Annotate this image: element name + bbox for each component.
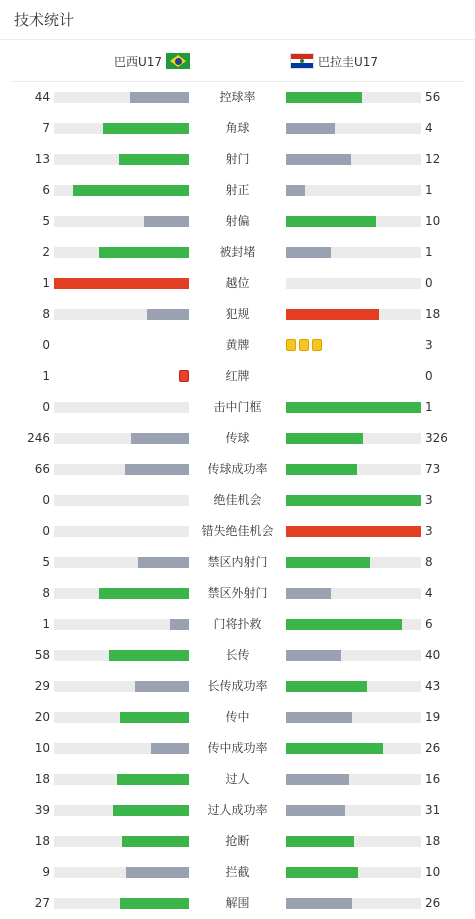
away-value: 6 <box>425 617 433 631</box>
away-bar <box>286 898 421 909</box>
home-team <box>114 40 190 82</box>
away-bar <box>286 588 421 599</box>
home-bar <box>54 495 189 506</box>
stat-label: 犯规 <box>225 307 250 321</box>
home-value: 2 <box>42 245 50 259</box>
away-value: 1 <box>425 183 433 197</box>
away-bar <box>286 650 421 661</box>
away-bar-fill <box>286 650 341 661</box>
home-value: 8 <box>42 586 50 600</box>
stat-label: 红牌 <box>225 369 250 383</box>
away-bar-fill <box>286 92 362 103</box>
home-bar-fill <box>120 898 189 909</box>
away-value: 43 <box>425 679 441 693</box>
stat-row <box>0 361 475 392</box>
home-bar <box>54 402 189 413</box>
home-value: 5 <box>42 555 50 569</box>
home-value: 0 <box>42 338 50 352</box>
home-bar-fill <box>131 433 189 444</box>
away-bar <box>286 154 421 165</box>
home-bar <box>54 526 189 537</box>
home-bar <box>54 247 189 258</box>
stat-row <box>0 764 475 795</box>
home-bar <box>54 619 189 630</box>
stat-label: 禁区内射门 <box>207 555 268 569</box>
away-value: 26 <box>425 741 441 755</box>
away-bar-fill <box>286 588 331 599</box>
stat-label: 长传成功率 <box>207 679 268 693</box>
stat-label: 解围 <box>225 896 250 910</box>
home-value: 8 <box>42 307 50 321</box>
red-card-icon <box>179 370 189 382</box>
stat-label: 射正 <box>225 183 250 197</box>
stat-row <box>0 237 475 268</box>
home-value: 1 <box>42 369 50 383</box>
home-value: 29 <box>34 679 50 693</box>
home-bar-fill <box>125 464 189 475</box>
away-bar-fill <box>286 836 354 847</box>
away-value: 4 <box>425 121 433 135</box>
home-value: 1 <box>42 276 50 290</box>
home-bar-fill <box>135 681 189 692</box>
home-value: 27 <box>34 896 50 910</box>
yellow-card-icon <box>286 339 296 351</box>
home-value: 0 <box>42 400 50 414</box>
home-bar <box>54 681 189 692</box>
home-bar <box>54 867 189 878</box>
stat-row <box>0 82 475 113</box>
home-value: 0 <box>42 493 50 507</box>
home-bar <box>54 836 189 847</box>
stat-label: 控球率 <box>219 90 256 104</box>
home-bar <box>54 464 189 475</box>
stat-row <box>0 516 475 547</box>
home-value: 7 <box>42 121 50 135</box>
page-title: 技术统计 <box>0 0 475 40</box>
home-bar-fill <box>73 185 189 196</box>
home-value: 58 <box>34 648 50 662</box>
stat-row <box>0 609 475 640</box>
away-bar-fill <box>286 464 357 475</box>
away-bar <box>286 495 421 506</box>
away-bar-fill <box>286 185 305 196</box>
away-value: 26 <box>425 896 441 910</box>
away-bar <box>286 712 421 723</box>
stat-label: 角球 <box>225 121 250 135</box>
stat-label: 击中门框 <box>213 400 262 414</box>
away-bar-fill <box>286 743 383 754</box>
home-bar <box>54 588 189 599</box>
stat-label: 传球 <box>225 431 250 445</box>
home-value: 9 <box>42 865 50 879</box>
stat-label: 黄牌 <box>225 338 250 352</box>
away-value: 56 <box>425 90 441 104</box>
home-bar-fill <box>117 774 189 785</box>
away-bar-fill <box>286 123 335 134</box>
home-team-name: 巴西U17 <box>113 54 162 69</box>
away-value: 3 <box>425 524 433 538</box>
stat-label: 错失绝佳机会 <box>201 524 274 538</box>
stat-row <box>0 299 475 330</box>
away-value: 16 <box>425 772 441 786</box>
stat-row <box>0 330 475 361</box>
stat-row <box>0 113 475 144</box>
away-bar-fill <box>286 681 367 692</box>
away-bar-fill <box>286 526 421 537</box>
away-bar <box>286 433 421 444</box>
stat-label: 传中 <box>225 710 250 724</box>
home-value: 18 <box>34 834 50 848</box>
home-bar <box>54 557 189 568</box>
home-bar <box>54 154 189 165</box>
home-value: 66 <box>34 462 50 476</box>
stat-label: 绝佳机会 <box>213 493 262 507</box>
away-bar <box>286 619 421 630</box>
home-bar <box>54 433 189 444</box>
home-bar-fill <box>144 216 189 227</box>
away-team <box>290 40 378 82</box>
yellow-card-icon <box>299 339 309 351</box>
stat-row <box>0 702 475 733</box>
stat-label: 射偏 <box>225 214 250 228</box>
home-bar-fill <box>147 309 189 320</box>
away-bar <box>286 867 421 878</box>
home-value: 10 <box>34 741 50 755</box>
yellow-card-icon <box>312 339 322 351</box>
home-bar-fill <box>122 836 190 847</box>
away-value: 3 <box>425 493 433 507</box>
home-bar <box>54 92 189 103</box>
away-bar <box>286 278 421 289</box>
away-cards <box>286 339 322 352</box>
home-bar-fill <box>126 867 189 878</box>
stat-label: 过人 <box>225 772 250 786</box>
away-value: 31 <box>425 803 441 817</box>
away-value: 10 <box>425 214 441 228</box>
away-bar-fill <box>286 619 402 630</box>
home-bar-fill <box>170 619 189 630</box>
stat-row <box>0 175 475 206</box>
away-bar-fill <box>286 557 370 568</box>
home-bar-fill <box>54 278 189 289</box>
paraguay-flag-icon <box>290 53 314 69</box>
away-bar <box>286 743 421 754</box>
away-bar-fill <box>286 867 358 878</box>
away-bar-fill <box>286 247 331 258</box>
stat-label: 越位 <box>225 276 250 290</box>
stat-row <box>0 144 475 175</box>
stat-label: 过人成功率 <box>207 803 268 817</box>
home-bar <box>54 216 189 227</box>
home-bar-fill <box>109 650 189 661</box>
away-value: 1 <box>425 245 433 259</box>
stat-row <box>0 578 475 609</box>
away-bar-fill <box>286 216 376 227</box>
stat-row <box>0 547 475 578</box>
away-value: 40 <box>425 648 441 662</box>
home-bar <box>54 743 189 754</box>
away-value: 10 <box>425 865 441 879</box>
away-bar-fill <box>286 495 421 506</box>
home-value: 18 <box>34 772 50 786</box>
away-bar <box>286 774 421 785</box>
home-value: 246 <box>27 431 50 445</box>
away-value: 19 <box>425 710 441 724</box>
home-bar-fill <box>138 557 189 568</box>
home-bar-fill <box>99 247 189 258</box>
away-bar-fill <box>286 805 345 816</box>
stat-row <box>0 268 475 299</box>
home-value: 20 <box>34 710 50 724</box>
home-bar-fill <box>99 588 189 599</box>
away-value: 18 <box>425 834 441 848</box>
stat-label: 门将扑救 <box>213 617 262 631</box>
away-bar <box>286 216 421 227</box>
away-value: 8 <box>425 555 433 569</box>
stats-list <box>0 82 475 919</box>
stat-label: 传中成功率 <box>207 741 268 755</box>
stat-row <box>0 857 475 888</box>
away-bar-fill <box>286 898 352 909</box>
home-bar <box>54 309 189 320</box>
away-value: 326 <box>425 431 448 445</box>
stat-row <box>0 826 475 857</box>
away-bar <box>286 185 421 196</box>
stat-row <box>0 733 475 764</box>
away-value: 4 <box>425 586 433 600</box>
home-bar <box>54 650 189 661</box>
away-value: 0 <box>425 369 433 383</box>
home-value: 0 <box>42 524 50 538</box>
home-bar-fill <box>103 123 189 134</box>
home-value: 1 <box>42 617 50 631</box>
stat-row <box>0 888 475 919</box>
away-value: 18 <box>425 307 441 321</box>
away-bar <box>286 123 421 134</box>
away-bar-fill <box>286 712 352 723</box>
away-bar <box>286 557 421 568</box>
teams-header <box>10 40 465 82</box>
stat-label: 拦截 <box>225 865 250 879</box>
home-bar <box>54 774 189 785</box>
home-bar-fill <box>151 743 189 754</box>
stat-row <box>0 795 475 826</box>
home-value: 44 <box>34 90 50 104</box>
away-bar-fill <box>286 309 379 320</box>
stat-row <box>0 640 475 671</box>
away-value: 0 <box>425 276 433 290</box>
away-bar <box>286 247 421 258</box>
away-bar-fill <box>286 774 349 785</box>
away-bar <box>286 805 421 816</box>
home-bar <box>54 712 189 723</box>
home-cards <box>179 370 189 383</box>
away-value: 1 <box>425 400 433 414</box>
home-bar-fill <box>120 712 189 723</box>
away-value: 12 <box>425 152 441 166</box>
stat-label: 抢断 <box>225 834 250 848</box>
home-bar <box>54 123 189 134</box>
stat-label: 被封堵 <box>219 245 256 259</box>
away-bar <box>286 681 421 692</box>
home-bar <box>54 898 189 909</box>
home-value: 39 <box>34 803 50 817</box>
home-bar-fill <box>119 154 189 165</box>
stat-label: 长传 <box>225 648 250 662</box>
away-bar-fill <box>286 154 351 165</box>
brazil-flag-icon <box>166 53 190 69</box>
away-bar-fill <box>286 402 421 413</box>
home-bar-fill <box>130 92 189 103</box>
stat-row <box>0 485 475 516</box>
home-bar <box>54 185 189 196</box>
away-bar <box>286 526 421 537</box>
home-value: 13 <box>34 152 50 166</box>
stat-row <box>0 206 475 237</box>
stat-row <box>0 392 475 423</box>
stat-row <box>0 454 475 485</box>
stat-row <box>0 671 475 702</box>
away-bar <box>286 464 421 475</box>
stat-label: 禁区外射门 <box>207 586 268 600</box>
away-bar <box>286 92 421 103</box>
home-bar <box>54 805 189 816</box>
stat-label: 射门 <box>225 152 250 166</box>
home-value: 5 <box>42 214 50 228</box>
stat-label: 传球成功率 <box>207 462 268 476</box>
away-bar <box>286 402 421 413</box>
home-bar-fill <box>113 805 189 816</box>
away-bar <box>286 836 421 847</box>
away-bar-fill <box>286 433 363 444</box>
home-bar <box>54 278 189 289</box>
home-value: 6 <box>42 183 50 197</box>
away-bar <box>286 309 421 320</box>
away-value: 73 <box>425 462 441 476</box>
away-value: 3 <box>425 338 433 352</box>
stat-row <box>0 423 475 454</box>
away-team-name: 巴拉圭U17 <box>318 54 379 69</box>
